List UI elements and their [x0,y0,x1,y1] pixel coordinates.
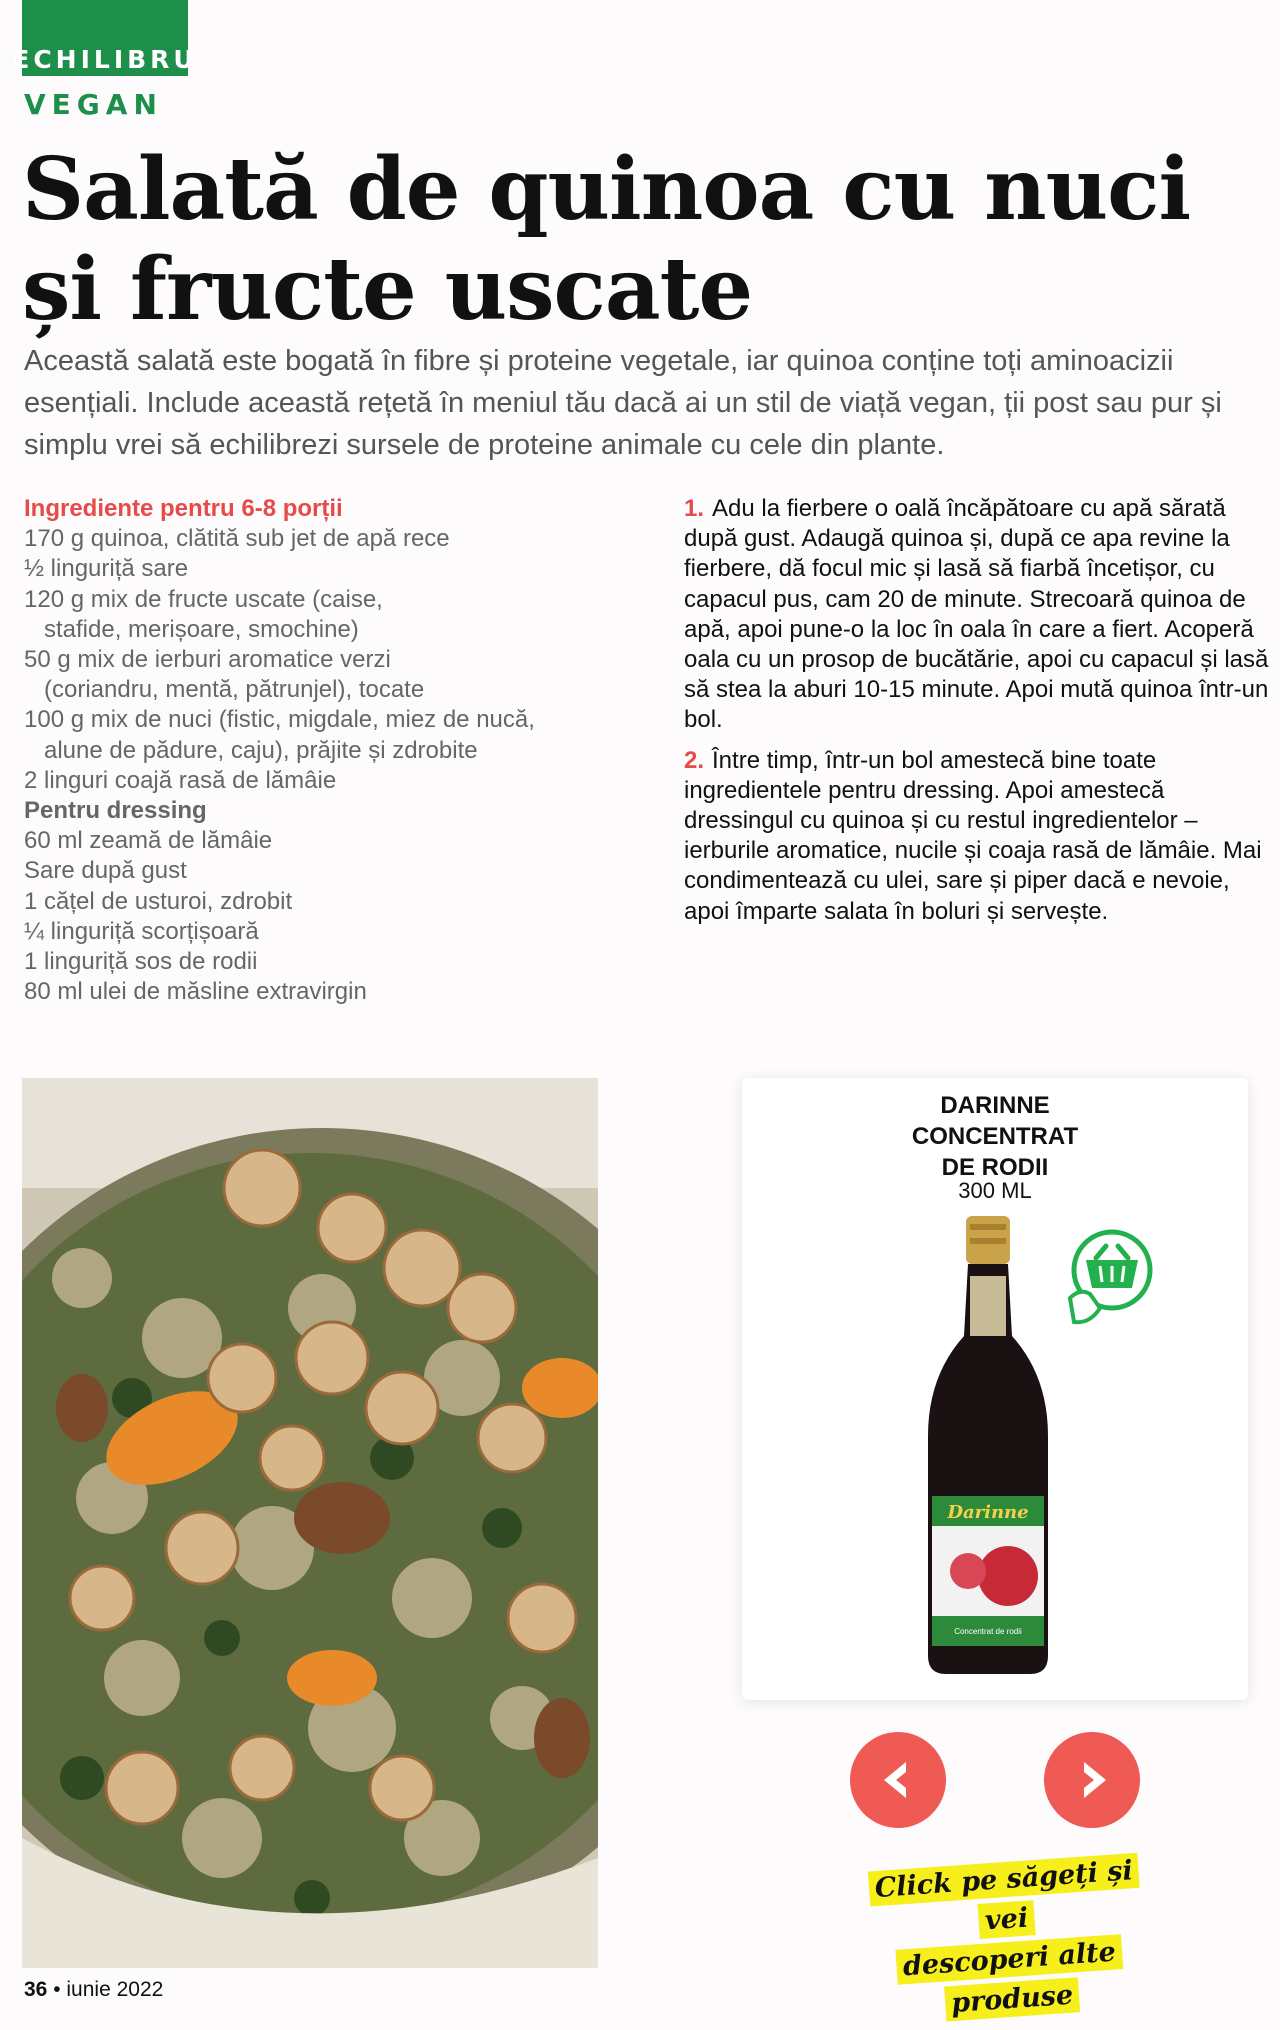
ingredient-item: ½ linguriță sare [24,555,189,583]
dressing-item: 80 ml ulei de măsline extravirgin [24,978,367,1006]
product-card[interactable] [742,1078,1248,1700]
title-line-1: Salată de quinoa cu nuci [22,139,1191,240]
page-number: 36 [24,1978,48,2001]
hint-line-2: descoperi alte produse [896,1934,1123,2021]
dressing-item: 1 cățel de usturoi, zdrobit [24,887,293,915]
ingredient-item: alune de pădure, caju), prăjite și zdrobite [44,736,478,764]
category-label: VEGAN [24,88,163,121]
arrow-left-icon [874,1756,922,1804]
dressing-item: ¼ linguriță scorțișoară [24,917,259,945]
dressing-item: 60 ml zeamă de lămâie [24,827,273,855]
bottle-sub-label: Concentrat de rodii [954,1627,1022,1636]
product-name: DARINNE CONCENTRAT DE RODII [911,1092,1079,1181]
ingredient-item: stafide, merișoare, smochine) [44,615,359,643]
step-number: 1. [684,495,705,522]
salad-photo [22,1078,598,1968]
issue-date: iunie 2022 [66,1978,164,2001]
ingredient-item: (coriandru, mentă, pătrunjel), tocate [44,676,425,704]
shopping-basket-icon [1060,1228,1160,1328]
arrow-right-icon [1068,1756,1116,1804]
step-1 [684,494,1274,736]
title-line-2: și fructe uscate [22,239,753,340]
step-2 [684,746,1274,927]
ingredient-item: 100 g mix de nuci (fistic, migdale, miez de nucă, [24,706,535,734]
next-product-button[interactable] [1044,1732,1140,1828]
ingredient-item: 2 linguri coajă rasă de lămâie [24,766,337,794]
product-size: 300 ML [958,1178,1032,1203]
dressing-item: Sare după gust [24,857,187,885]
step-text: Adu la fierbere o oală încăpătoare cu apă sărată după gust. Adaugă quinoa și, după ce apa revine la fierbere, dă focul mic și lasă să fiarbă încetișor, cu capacul pus, cam 20 de minute. Strecoară quinoa de apă, apoi pune-o la loc în oala în care a fiert. Acoperă oala cu un prosop de bucătărie, apoi cu capacul și lasă să stea la aburi 10-15 minute. Apoi mută quinoa într-un bol. [684,495,1269,734]
arrows-hint [853,1850,1163,2030]
recipe-title [22,140,1222,340]
previous-product-button[interactable] [850,1732,946,1828]
pomegranate-bottle-image [918,1216,1058,1676]
intro-paragraph: Această salată este bogată în fibre și proteine vegetale, iar quinoa conține toți aminoacizii esențiali. Include această rețetă în meniul tău dacă ai un stil de viață vegan, ții post sau pur și simplu vrei să echilibrezi sursele de proteine animale cu cele din plante. [24,345,1222,461]
salad-illustration [22,1078,598,1968]
section-tag: ECHILIBRU [22,0,188,76]
hint-line-1: Click pe săgeți și vei [868,1853,1140,1939]
ingredient-item: 50 g mix de ierburi aromatice verzi [24,646,391,674]
step-number: 2. [684,746,705,774]
dressing-heading: Pentru dressing [24,797,207,825]
add-to-cart-button[interactable] [1060,1228,1160,1328]
page-footer [24,1978,163,2002]
ingredient-item: 120 g mix de fructe uscate (caise, [24,585,383,613]
step-text: Între timp, într-un bol amestecă bine toate ingredientele pentru dressing. Apoi amestecă dressingul cu quinoa și cu restul ingredientelor – ierburile aromatice, nucile și coaja rasă de lămâie. Mai condimentează cu ulei, sare și piper dacă e nevoie, apoi împarte salata în boluri și servește. [684,746,1262,925]
dressing-item: 1 linguriță sos de rodii [24,948,258,976]
preparation-steps [684,494,1274,937]
bottle-brand-label: Darinne [947,1502,1029,1523]
ingredient-item: 170 g quinoa, clătită sub jet de apă rece [24,525,450,553]
ingredients-heading: Ingrediente pentru 6-8 porții [24,495,343,522]
footer-separator: • [53,1978,67,2001]
ingredients-list [24,494,664,1007]
